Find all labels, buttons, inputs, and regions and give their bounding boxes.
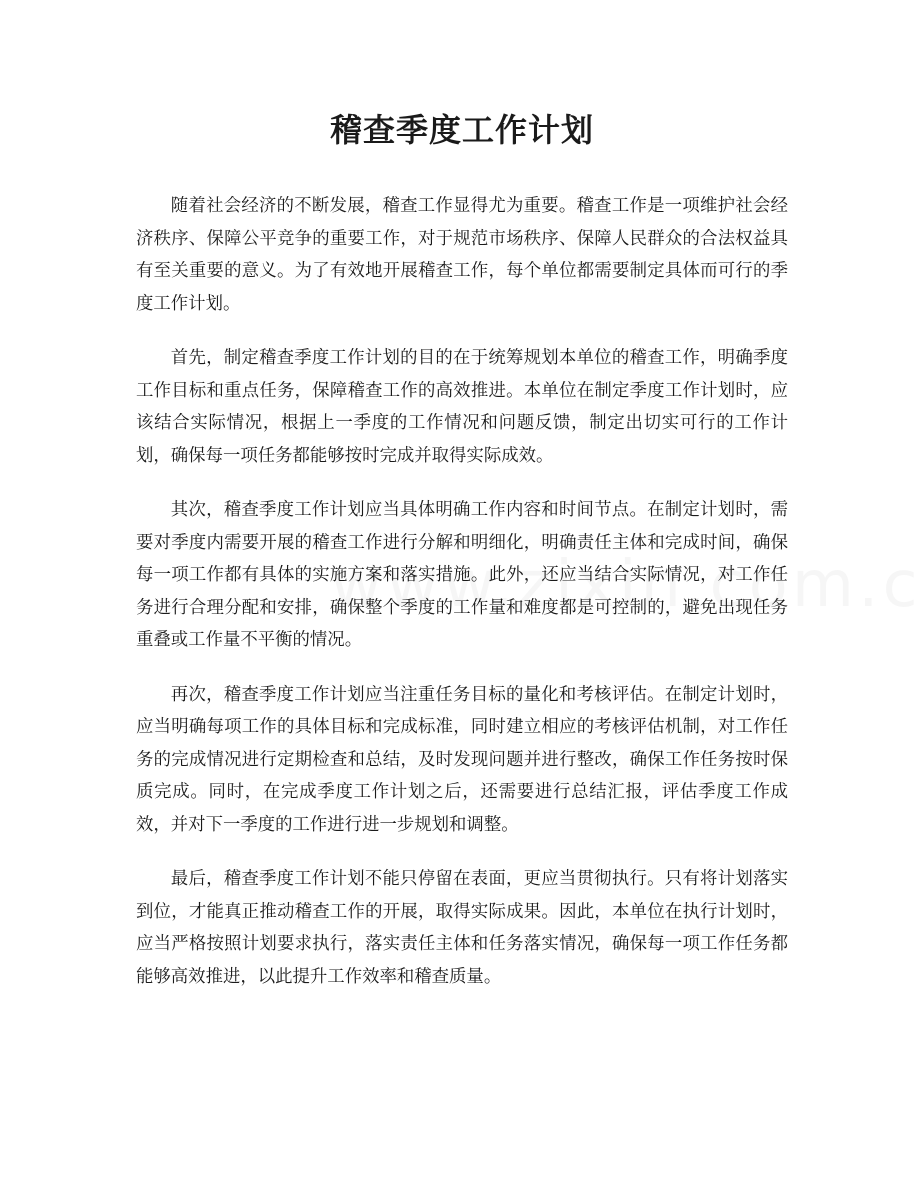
- paragraph-intro: 随着社会经济的不断发展，稽查工作显得尤为重要。稽查工作是一项维护社会经济秩序、保障公平竞争的重要工作，对于规范市场秩序、保障人民群众的合法权益具有至关重要的意义。为了有效地开展稽查工作，每个单位都需要制定具体而可行的季度工作计划。: [136, 196, 788, 314]
- paragraph-third: 再次，稽查季度工作计划应当注重任务目标的量化和考核评估。在制定计划时，应当明确每项工作的具体目标和完成标准，同时建立相应的考核评估机制，对工作任务的完成情况进行定期检查和总结，及时发现问题并进行整改，确保工作任务按时保质完成。同时，在完成季度工作计划之后，还需要进行总结汇报，评估季度工作成效，并对下一季度的工作进行进一步规划和调整。: [136, 684, 788, 835]
- paragraph-second: 其次，稽查季度工作计划应当具体明确工作内容和时间节点。在制定计划时，需要对季度内需要开展的稽查工作进行分解和明细化，明确责任主体和完成时间，确保每一项工作都有具体的实施方案和落实措施。此外，还应当结合实际情况，对工作任务进行合理分配和安排，确保整个季度的工作量和难度都是可控制的，避免出现任务重叠或工作量不平衡的情况。: [136, 500, 788, 650]
- paragraph-first: 首先，制定稽查季度工作计划的目的在于统筹规划本单位的稽查工作，明确季度工作目标和重点任务，保障稽查工作的高效推进。本单位在制定季度工作计划时，应该结合实际情况，根据上一季度的工作情况和问题反馈，制定出切实可行的工作计划，确保每一项任务都能够按时完成并取得实际成效。: [136, 348, 788, 466]
- document-title: 稽查季度工作计划: [329, 111, 594, 149]
- paragraph-last: 最后，稽查季度工作计划不能只停留在表面，更应当贯彻执行。只有将计划落实到位，才能真正推动稽查工作的开展，取得实际成果。因此，本单位在执行计划时，应当严格按照计划要求执行，落实责任主体和任务落实情况，确保每一项工作任务都能够高效推进，以此提升工作效率和稽查质量。: [136, 869, 788, 987]
